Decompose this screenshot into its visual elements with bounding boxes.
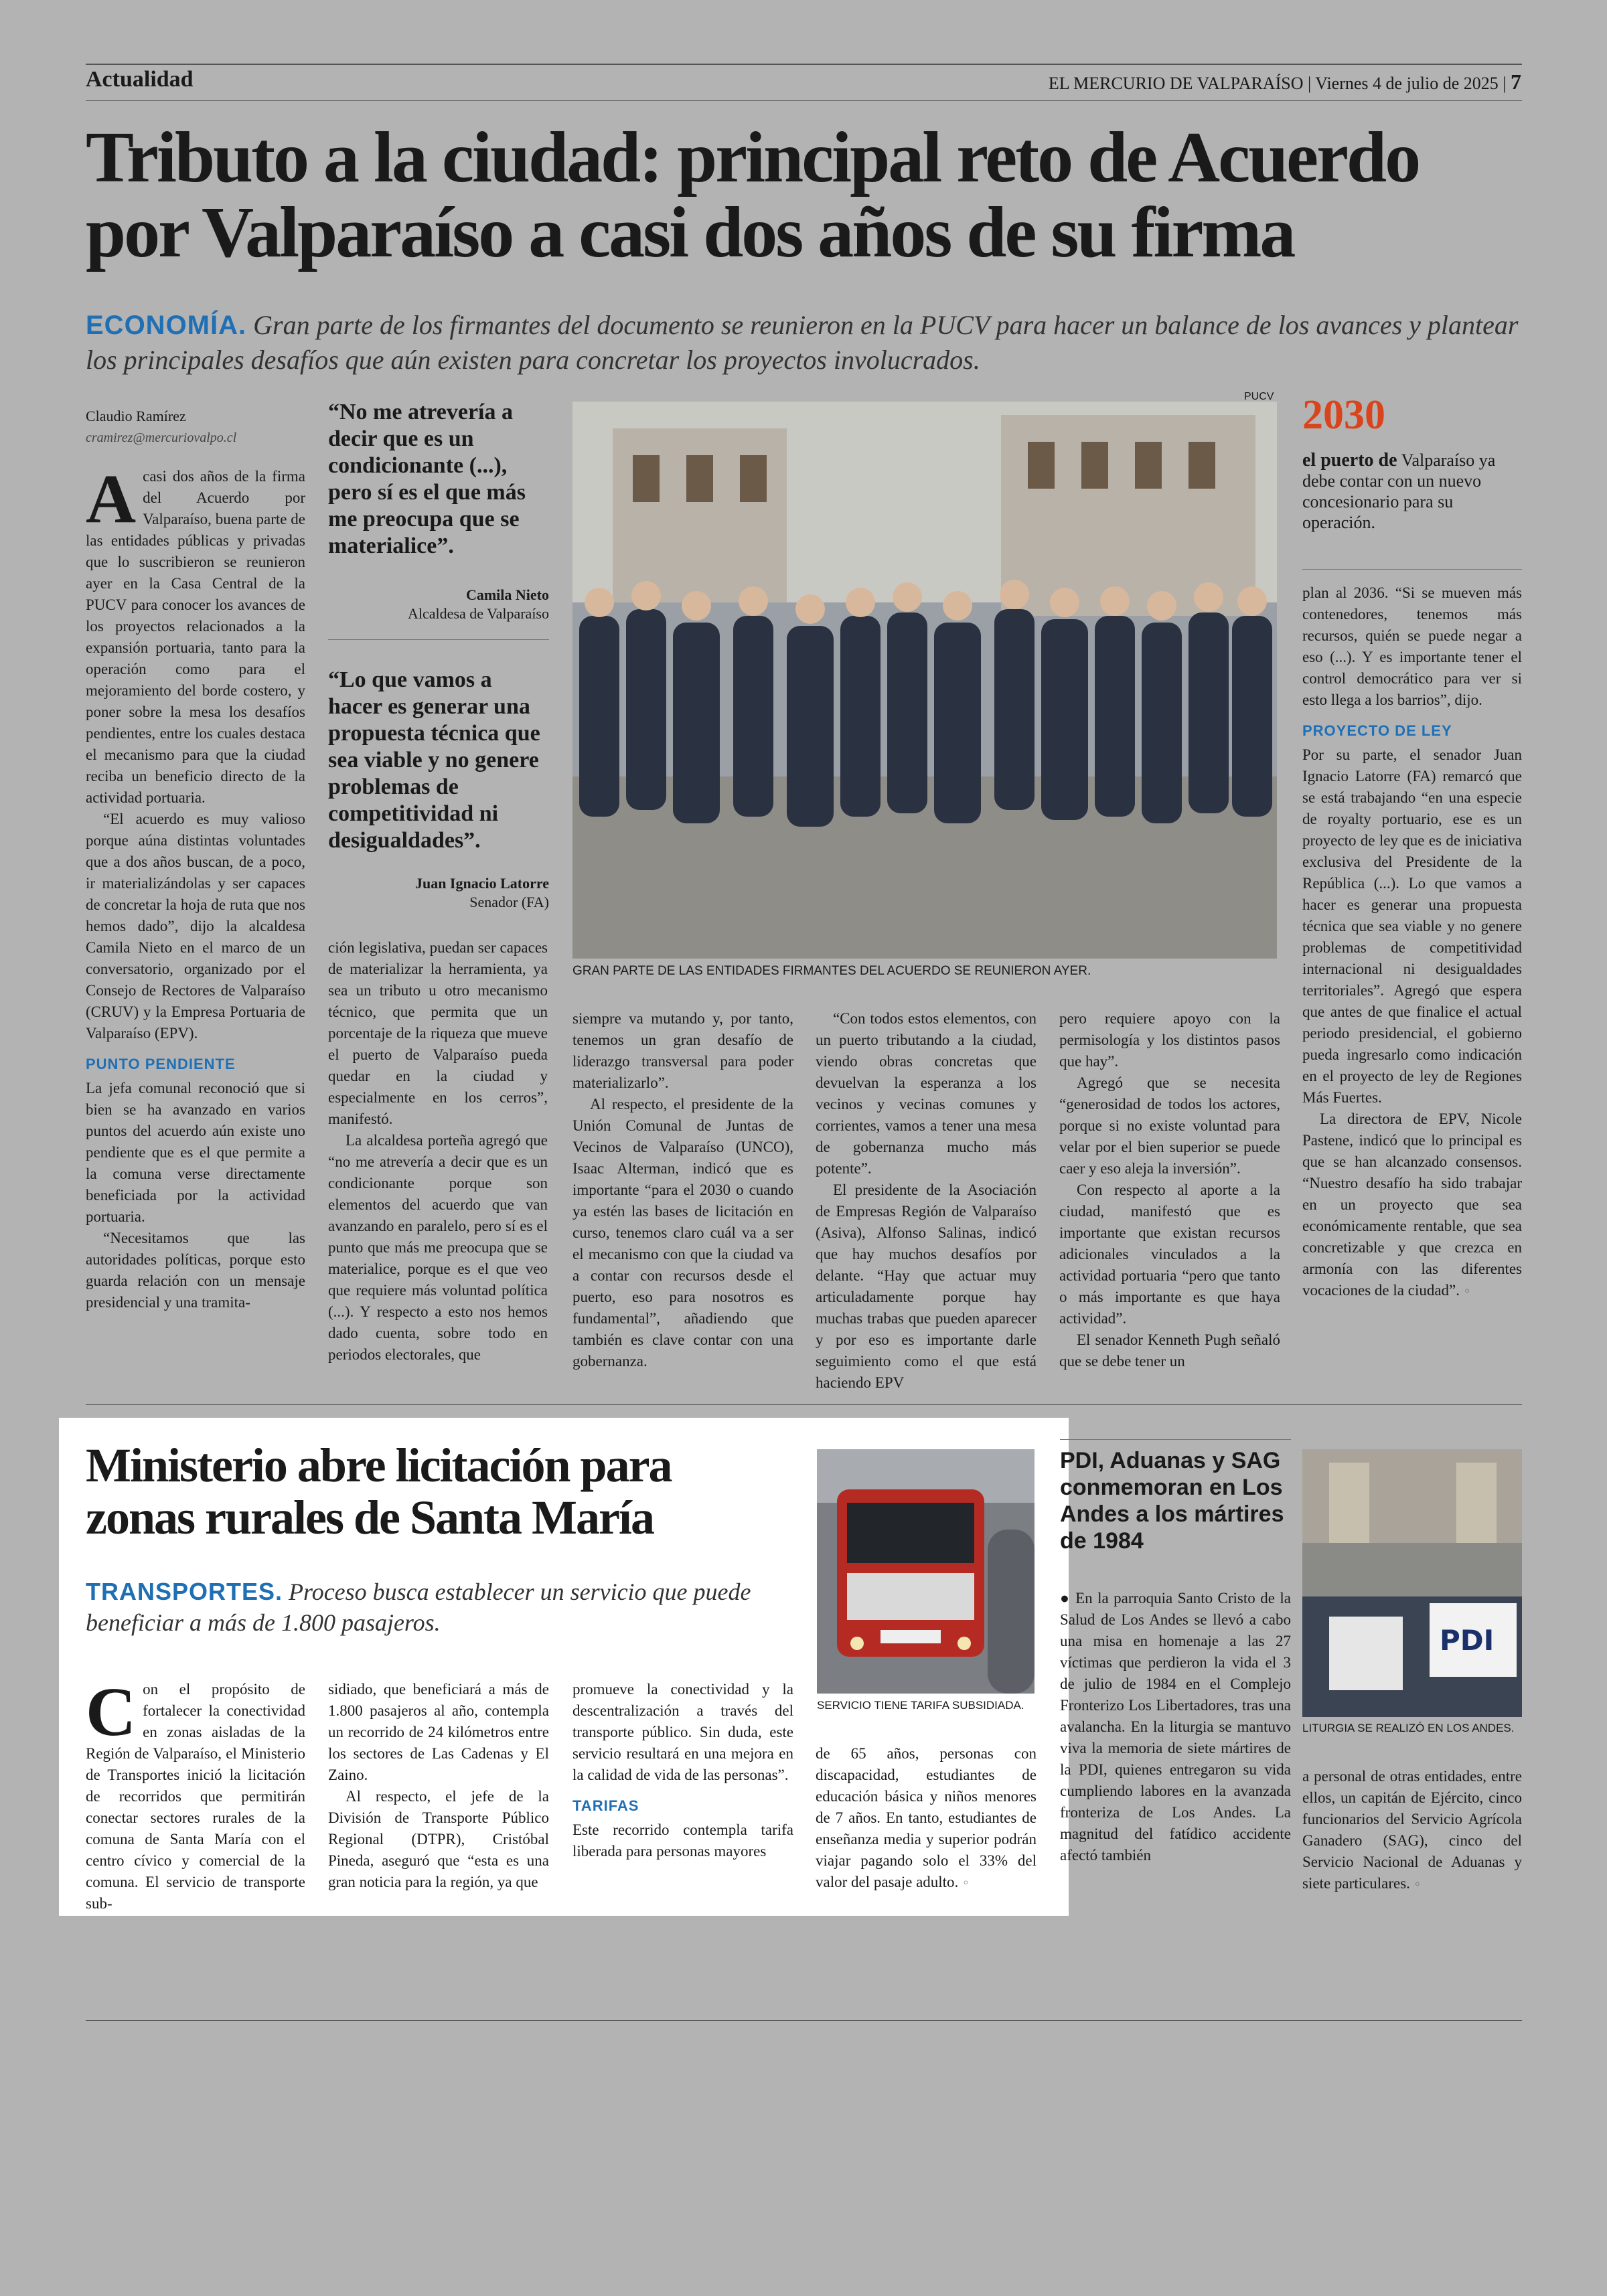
group-photo-illustration — [572, 402, 1277, 959]
header-rule — [86, 100, 1522, 101]
main-p2: “El acuerdo es muy valioso porque aúna distintas voluntades que a dos años buscan, de a poco, ir materializándolas y ser capaces de concretar la hoja de ruta que nos hemos dado”, dijo la alcaldesa Camila Nieto en el marco de un conversatorio, organizado por el Consejo de Rectores de Valparaíso (CRUV) y la Empresa Portuaria de Valparaíso (EPV). — [86, 811, 305, 1042]
second-col-3 — [572, 1679, 793, 1862]
main-photo-credit: PUCV — [1244, 391, 1274, 402]
main-col-2 — [328, 937, 548, 1366]
second-p6: de 65 años, personas con discapacidad, estudiantes de educación básica y niños menores de 7 años. En tanto, estudiantes de enseñanza media y superior podrán viajar pagando solo el 33% del valor del pasaje adulto. — [816, 1745, 1037, 1890]
bus-illustration — [817, 1449, 1035, 1694]
second-kicker: TRANSPORTES. — [86, 1578, 283, 1605]
main-col-4 — [816, 1008, 1037, 1394]
bottom-rule — [86, 2020, 1522, 2021]
second-p1: on el propósito de fortalecer la conectividad en zonas aisladas de la Región de Valparaíso, el Ministerio de Transportes inició la licitación de recorridos que permitirán conectar sectores rurales de la comuna de Santa María con el centro cívico y comercial de la comuna. El servicio de transporte sub- — [86, 1681, 305, 1912]
main-photo-caption: GRAN PARTE DE LAS ENTIDADES FIRMANTES DEL ACUERDO SE REUNIERON AYER. — [572, 964, 1091, 978]
main-p7: siempre va mutando y, por tanto, tenemos un gran desafío de liderazgo transversal para poder materializarlo”. — [572, 1010, 793, 1091]
end-mark-icon: ◦ — [1463, 1285, 1471, 1299]
quote-latorre-role: Senador (FA) — [469, 894, 549, 910]
quote-latorre-author — [328, 874, 549, 912]
main-lede-text: Gran parte de los firmantes del documento se reunieron en la PUCV para hacer un balance de los avances y plantear los principales desafíos que aún existen para concretar los proyectos involucrados. — [86, 310, 1519, 375]
main-col-6 — [1302, 582, 1522, 1303]
second-p2: sidiado, que beneficiará a más de 1.800 pasajeros al año, contempla un recorrido de 24 kilómetros entre los sectores de Las Cadenas y El Zaino. — [328, 1681, 549, 1783]
main-p14: El senador Kenneth Pugh señaló que se debe tener un — [1059, 1331, 1280, 1370]
main-kicker: ECONOMÍA. — [86, 311, 247, 340]
second-p4: promueve la conectividad y la descentralización a través del transporte público. Sin duda, este servicio resultará en una mejora en la calidad de vida de las personas”. — [572, 1681, 793, 1783]
main-p11: pero requiere apoyo con la permisología y los distintos pasos que hay”. — [1059, 1010, 1280, 1070]
main-dropcap: A — [86, 461, 137, 538]
main-p3: La jefa comunal reconoció que si bien se ha avanzado en varios puntos del acuerdo aún existe uno pendiente que es el que permite a la comuna verse directamente beneficiada por la actividad portuaria. — [86, 1080, 305, 1225]
quote-nieto: “No me atrevería a decir que es un condicionante (...), pero sí es el que más me preocupa que se materialice”. — [328, 400, 526, 558]
second-col-4 — [816, 1743, 1037, 1894]
page-info: EL MERCURIO DE VALPARAÍSO | Viernes 4 de julio de 2025 | 7 — [1048, 70, 1521, 94]
main-col-3 — [572, 1008, 793, 1372]
second-headline: Ministerio abre licitación para zonas rurales de Santa María — [86, 1439, 672, 1544]
main-col-1 — [86, 406, 305, 1313]
main-p6: La alcaldesa porteña agregó que “no me atrevería a decir que es un condicionante porque son elementos del acuerdo que van avanzando en paralelo, pero sí es el punto que más me preocupa que se materialice, porque es el que veo que requiere más voluntad política (...). Y respecto a esto nos hemos dado cuenta, sobre todo en periodos electorales, que — [328, 1132, 548, 1363]
section-label: Actualidad — [86, 67, 194, 92]
main-p16: Por su parte, el senador Juan Ignacio Latorre (FA) remarcó que se está trabajando “en una especie de royalty portuario, ese es un proyecto de ley que es de iniciativa exclusiva del Presidente de la República (...). Lo que vamos a hacer es generar una propuesta técnica que sea viable y no genere problemas de competitividad internacional ni desigualdades territoriales”. Agregó que espera que antes de que finalice el actual periodo presidencial, el gobierno pueda ingresarlo como indicación en el proyecto de ley de Regiones Más Fuertes. — [1302, 746, 1522, 1106]
third-col-1 — [1060, 1588, 1291, 1866]
bus-photo-caption: SERVICIO TIENE TARIFA SUBSIDIADA. — [817, 1699, 1024, 1712]
sidebar-fact — [1302, 450, 1517, 533]
main-p10: El presidente de la Asociación de Empresas Región de Valparaíso (Asiva), Alfonso Salinas, indicó que hay muchos desafíos por delante. “Hay que actuar muy articuladamente porque hay muchas trabas que pueden aparecer y por eso es importante darle seguimiento como el que está haciendo EPV — [816, 1181, 1037, 1391]
third-col-2 — [1302, 1766, 1522, 1896]
subhead-tarifas: TARIFAS — [572, 1797, 639, 1814]
second-dropcap: C — [86, 1673, 137, 1750]
sidebar-divider — [1302, 569, 1522, 570]
byline — [86, 406, 305, 448]
main-lede — [86, 308, 1532, 378]
liturgy-illustration — [1302, 1449, 1522, 1717]
second-lede-text: Proceso busca establecer un servicio que puede beneficiar a más de 1.800 pasajeros. — [86, 1578, 751, 1636]
author-name: Claudio Ramírez — [86, 408, 186, 424]
quote-latorre: “Lo que vamos a hacer es generar una propuesta técnica que sea viable y no genere problemas de competitividad ni desigualdades”. — [328, 667, 540, 853]
bullet-icon: ● — [1060, 1590, 1076, 1607]
main-p13: Con respecto al aporte a la ciudad, manifestó que es importante que existan recursos adicionales vinculados a la actividad portuaria “pero que tanto o más importante es que haya actividad”. — [1059, 1181, 1280, 1327]
quote-latorre-name: Juan Ignacio Latorre — [414, 875, 549, 892]
quote-nieto-author — [328, 586, 549, 623]
second-p3: Al respecto, el jefe de la División de Transporte Público Regional (DTPR), Cristóbal Pineda, aseguró que “esta es una gran noticia para la región, ya que — [328, 1788, 549, 1890]
main-p17: La directora de EPV, Nicole Pastene, indicó que lo principal es que se han alcanzado consensos. “Nuestro desafío ha sido trabajar en un proyecto que sea económicamente rentable, que sea concretizable y que crezca en armonía con las diferentes vocaciones de la ciudad”. ◦ — [1302, 1111, 1522, 1299]
sidebar-number: 2030 — [1302, 392, 1385, 438]
main-p12: Agregó que se necesita “generosidad de todos los actores, porque si no existe voluntad para velar por el bien superior se puede caer y eso aleja la inversión”. — [1059, 1074, 1280, 1177]
main-col-5 — [1059, 1008, 1280, 1372]
main-headline: Tributo a la ciudad: principal reto de Acuerdo por Valparaíso a casi dos años de su firma — [86, 118, 1420, 272]
third-top-rule — [1060, 1439, 1291, 1440]
issue-date: Viernes 4 de julio de 2025 — [1315, 74, 1499, 93]
subhead-proyecto-ley: PROYECTO DE LEY — [1302, 722, 1452, 739]
third-headline: PDI, Aduanas y SAG conmemoran en Los Andes a los mártires de 1984 — [1060, 1448, 1284, 1554]
main-p9: “Con todos estos elementos, con un puerto tributando a la ciudad, viendo obras concretas que devuelvan la esperanza a los vecinos y vecinas comunes y corrientes, vamos a tener una mesa de gobernanza mucho más potente”. — [816, 1010, 1037, 1177]
subhead-punto-pendiente: PUNTO PENDIENTE — [86, 1056, 236, 1072]
third-p1: En la parroquia Santo Cristo de la Salud de Los Andes se llevó a cabo una misa en homenaje a las 27 víctimas que perdieron la vida el 3 de julio de 1984 en el Complejo Fronterizo Los Libertadores, tras una avalancha. En la liturgia se mantuvo viva la memoria de siete mártires de la PDI, quienes entregaron su vida cumpliendo labores en la avanzada fronteriza de Los Andes. La magnitud del fatídico accidente afectó también — [1060, 1590, 1291, 1864]
mid-rule — [86, 1404, 1522, 1405]
third-p2: a personal de otras entidades, entre ellos, un capitán de Ejército, cinco funcionarios del Servicio Agrícola Ganadero (SAG), cinco del Servicio Nacional de Aduanas y siete particulares. — [1302, 1768, 1522, 1892]
liturgy-photo — [1302, 1449, 1522, 1717]
main-photo — [572, 402, 1277, 959]
top-rule — [86, 64, 1522, 65]
sidebar-bold: el puerto de — [1302, 450, 1397, 471]
end-mark-icon-2: ◦ — [962, 1876, 970, 1890]
sidebar-text: Valparaíso ya debe contar con un nuevo concesionario para su operación. — [1302, 450, 1496, 532]
quote-divider — [328, 639, 549, 640]
pdi-sign: PDI — [1440, 1624, 1495, 1657]
main-p1: Acasi dos años de la firma del Acuerdo por Valparaíso, buena parte de las entidades públicas y privadas que lo suscribieron se reunieron ayer en la Casa Central de la PUCV para conocer los avances de los proyectos relacionados a la expansión portuaria, tanto para la operación como para el mejoramiento del borde costero, y poner sobre la mesa los desafíos pendientes, entre los cuales destaca el mecanismo para que la ciudad reciba un beneficio directo de la actividad portuaria. — [86, 461, 305, 806]
main-p8: Al respecto, el presidente de la Unión Comunal de Juntas de Vecinos de Valparaíso (UNCO), Isaac Alterman, indicó que es importante “para el 2030 o cuando ya estén las bases de licitación en curso, tenemos claro cuál va a ser el mecanismo con que la ciudad va a contar con recursos desde el puerto, eso para nosotros es fundamental”, añadiendo que también es clave contar con una gobernanza. — [572, 1096, 793, 1370]
end-mark-icon-3: ◦ — [1413, 1878, 1422, 1892]
second-p5: Este recorrido contempla tarifa liberada para personas mayores — [572, 1821, 793, 1860]
quote-nieto-role: Alcaldesa de Valparaíso — [408, 605, 549, 622]
page-number: 7 — [1511, 70, 1521, 94]
second-col-1 — [86, 1673, 305, 1914]
newspaper-name: EL MERCURIO DE VALPARAÍSO — [1048, 74, 1304, 93]
quote-nieto-name: Camila Nieto — [465, 586, 549, 603]
main-p4: “Necesitamos que las autoridades políticas, porque esto guarda relación con un mensaje presidencial y una tramita- — [86, 1230, 305, 1311]
main-p15: plan al 2036. “Si se mueven más contenedores, tenemos más recursos, quién se puede negar a eso (...). Y es importante tener el control democrático para ver si esto llega a los barrios”, dijo. — [1302, 584, 1522, 708]
second-col-2 — [328, 1679, 549, 1893]
author-email: cramirez@mercuriovalpo.cl — [86, 430, 237, 445]
liturgy-photo-caption: LITURGIA SE REALIZÓ EN LOS ANDES. — [1302, 1722, 1515, 1734]
main-p5: ción legislativa, puedan ser capaces de materializar la herramienta, ya sea un tributo u otro mecanismo técnico, que permita que un porcentaje de la riqueza que mueve el puerto de Valparaíso pueda quedar en la ciudad y especialmente en los cerros”, manifestó. — [328, 939, 548, 1127]
second-lede — [86, 1576, 775, 1638]
bus-photo — [817, 1449, 1035, 1694]
